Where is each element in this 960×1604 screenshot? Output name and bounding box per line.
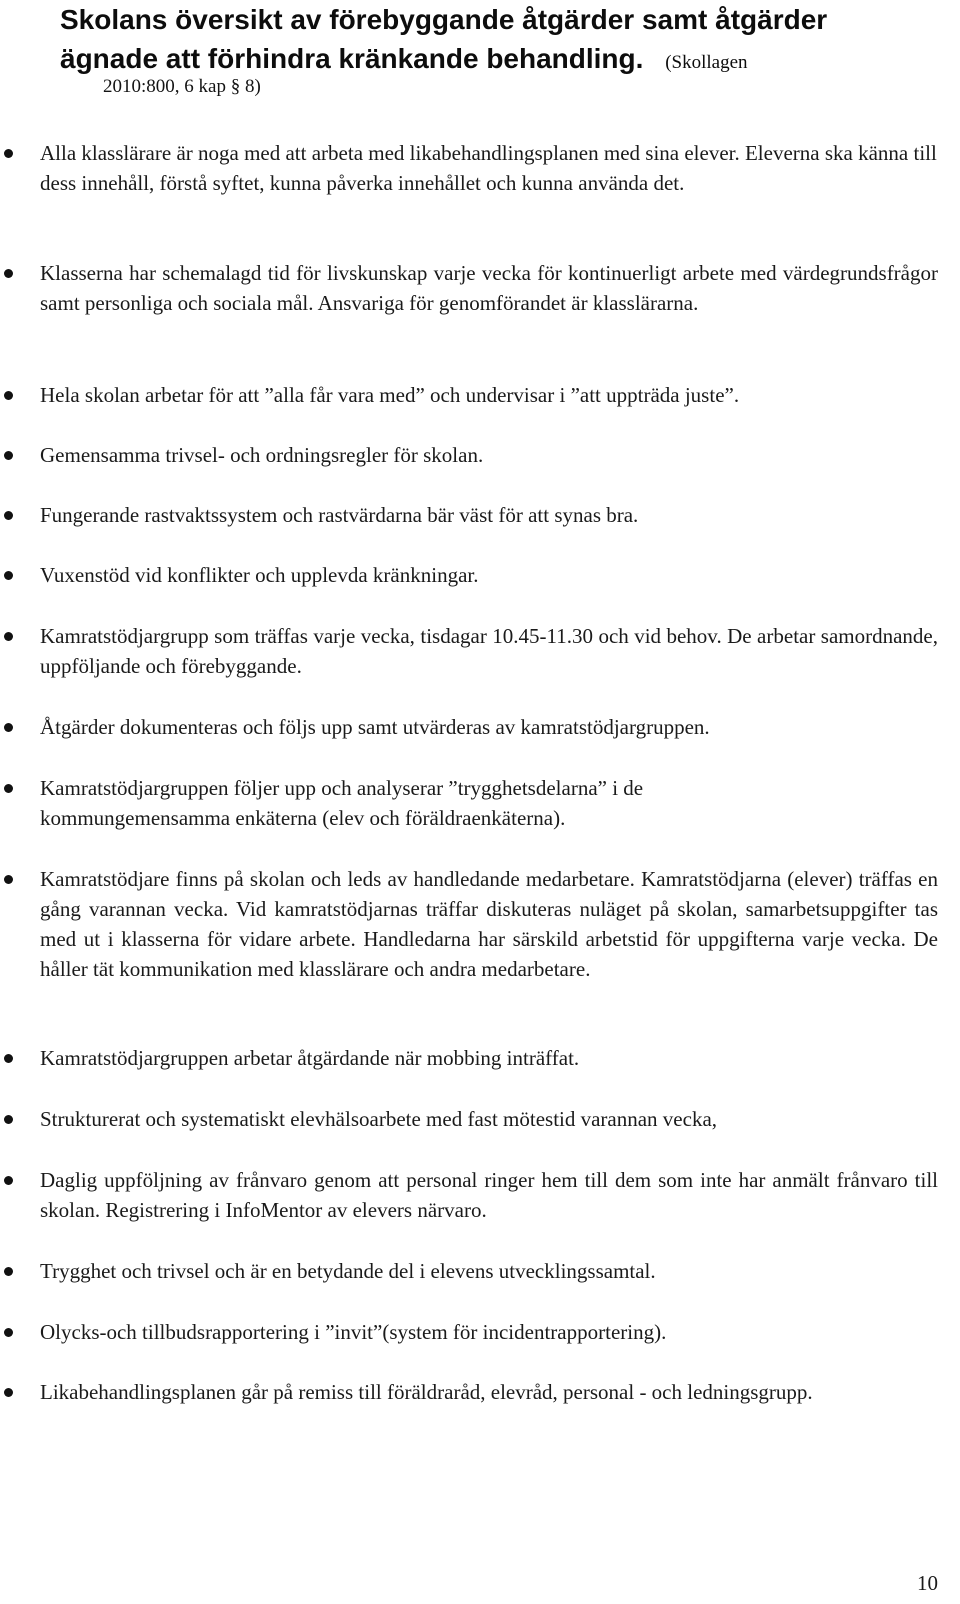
list-item-text: Kamratstödjare finns på skolan och leds av handledande medarbetare. Kamratstödjarna (elever) träffas en gång varannan vecka. Vid kamratstödjarnas träffar diskuteras nuläget på skolan, samarbetsuppgifter tas med ut i klasserna för vidare arbete. Handledarna har särskild arbetstid för uppgifterna varje vecka. De håller tät kommunikation med klasslärare och andra medarbetare. [40, 867, 938, 981]
list-item-text: Hela skolan arbetar för att ”alla får vara med” och undervisar i ”att uppträda juste”. [40, 383, 740, 407]
heading-line-1: Skolans översikt av förebyggande åtgärder samt åtgärder [60, 4, 828, 35]
bullet-icon [4, 784, 13, 793]
bullet-icon [4, 1388, 13, 1397]
bullet-icon [4, 571, 13, 580]
list-item-text: Likabehandlingsplanen går på remiss till föräldraråd, elevråd, personal - och ledningsgrupp. [40, 1380, 813, 1404]
list-item-text: Trygghet och trivsel och är en betydande del i elevens utvecklingssamtal. [40, 1259, 656, 1283]
bullet-icon [4, 1176, 13, 1185]
list-item-text: Olycks-och tillbudsrapportering i ”invit”(system för incidentrapportering). [40, 1320, 667, 1344]
bullet-icon [4, 1054, 13, 1063]
bullet-icon [4, 723, 13, 732]
list-item-text: Klasserna har schemalagd tid för livskunskap varje vecka för kontinuerligt arbete med värdegrundsfrågor samt personliga och sociala mål. Ansvariga för genomförandet är klasslärarna. [40, 261, 938, 315]
list-item-text: Fungerande rastvaktssystem och rastvärdarna bär väst för att synas bra. [40, 503, 639, 527]
bullet-icon [4, 1328, 13, 1337]
list-item-text: Vuxenstöd vid konflikter och upplevda kränkningar. [40, 563, 479, 587]
list-item-text: Gemensamma trivsel- och ordningsregler för skolan. [40, 443, 484, 467]
law-reference-end: 2010:800, 6 kap § 8) [103, 76, 261, 97]
heading-line-2: ägnade att förhindra kränkande behandling. [60, 43, 644, 74]
bullet-icon [4, 875, 13, 884]
list-item-text: Åtgärder dokumenteras och följs upp samt utvärderas av kamratstödjargruppen. [40, 715, 710, 739]
list-item-text: Strukturerat och systematiskt elevhälsoarbete med fast mötestid varannan vecka, [40, 1107, 718, 1131]
page-number: 10 [917, 1571, 938, 1595]
list-item-text: Kamratstödjargrupp som träffas varje vecka, tisdagar 10.45-11.30 och vid behov. De arbetar samordnande, uppföljande och förebyggande. [40, 624, 938, 678]
bullet-icon [4, 511, 13, 520]
page-heading [60, 0, 940, 78]
bullet-icon [4, 269, 13, 278]
law-reference-start: (Skollagen [665, 52, 748, 73]
list-item-text: Daglig uppföljning av frånvaro genom att personal ringer hem till dem som inte har anmält frånvaro till skolan. Registrering i InfoMentor av elevers närvaro. [40, 1168, 938, 1222]
bullet-icon [4, 1267, 13, 1276]
bullet-icon [4, 632, 13, 641]
list-item-text: Kamratstödjargruppen följer upp och analyserar ”trygghetsdelarna” i de kommungemensamma enkäterna (elev och föräldraenkäterna). [40, 776, 644, 830]
bullet-icon [4, 391, 13, 400]
bullet-icon [4, 1115, 13, 1124]
list-item-text: Kamratstödjargruppen arbetar åtgärdande när mobbing inträffat. [40, 1046, 580, 1070]
list-item-text: Alla klasslärare är noga med att arbeta med likabehandlingsplanen med sina elever. Eleverna ska känna till dess innehåll, förstå syftet, kunna påverka innehållet och kunna använda det. [40, 141, 937, 195]
bullet-icon [4, 451, 13, 460]
bullet-icon [4, 149, 13, 158]
